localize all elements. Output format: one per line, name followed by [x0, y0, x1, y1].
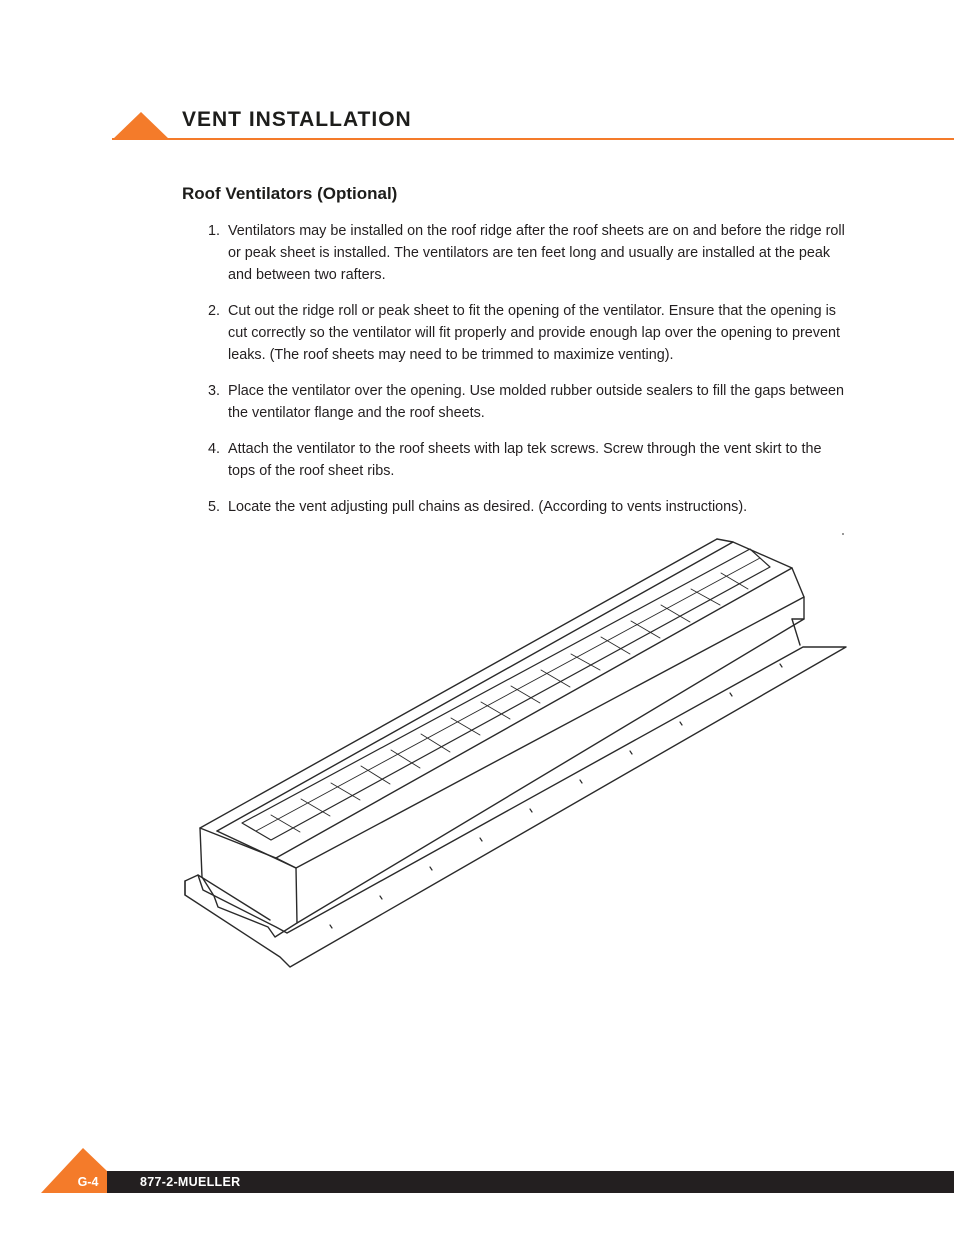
step-text: Place the ventilator over the opening. Use molded rubber outside sealers to fill the gaps between the ventilator flange and the roof sheets.: [228, 383, 844, 421]
step-number: 2.: [208, 303, 221, 319]
step-text: Cut out the ridge roll or peak sheet to fit the opening of the ventilator. Ensure that the opening is cut correctly so the ventilator will fit properly and provide enough lap over the opening to prevent leaks. (The roof sheets may need to be trimmed to maximize venting).: [228, 303, 840, 363]
instruction-step-3: [208, 380, 848, 424]
page-title: VENT INSTALLATION: [182, 108, 412, 131]
header-rule: [112, 138, 954, 140]
header-accent-triangle: [112, 112, 170, 140]
step-text: Ventilators may be installed on the roof ridge after the roof sheets are on and before the ridge roll or peak sheet is installed. The ventilators are ten feet long and usually are installed at the peak and between two rafters.: [228, 223, 845, 283]
instruction-list: [208, 220, 848, 532]
instruction-step-2: [208, 300, 848, 366]
step-number: 1.: [208, 223, 221, 239]
section-title: Roof Ventilators (Optional): [182, 184, 398, 203]
step-number: 5.: [208, 499, 221, 515]
ventilator-illustration: [180, 525, 852, 975]
step-number: 3.: [208, 383, 221, 399]
footer-phone-number: 877-2-MUELLER: [140, 1175, 241, 1189]
step-text: Locate the vent adjusting pull chains as desired. (According to vents instructions).: [228, 499, 748, 515]
instruction-step-5: [208, 496, 848, 518]
step-number: 4.: [208, 441, 221, 457]
page-number: G-4: [77, 1175, 99, 1189]
instruction-step-1: [208, 220, 848, 286]
instruction-step-4: [208, 438, 848, 482]
step-text: Attach the ventilator to the roof sheets with lap tek screws. Screw through the vent skirt to the tops of the roof sheet ribs.: [228, 441, 822, 479]
